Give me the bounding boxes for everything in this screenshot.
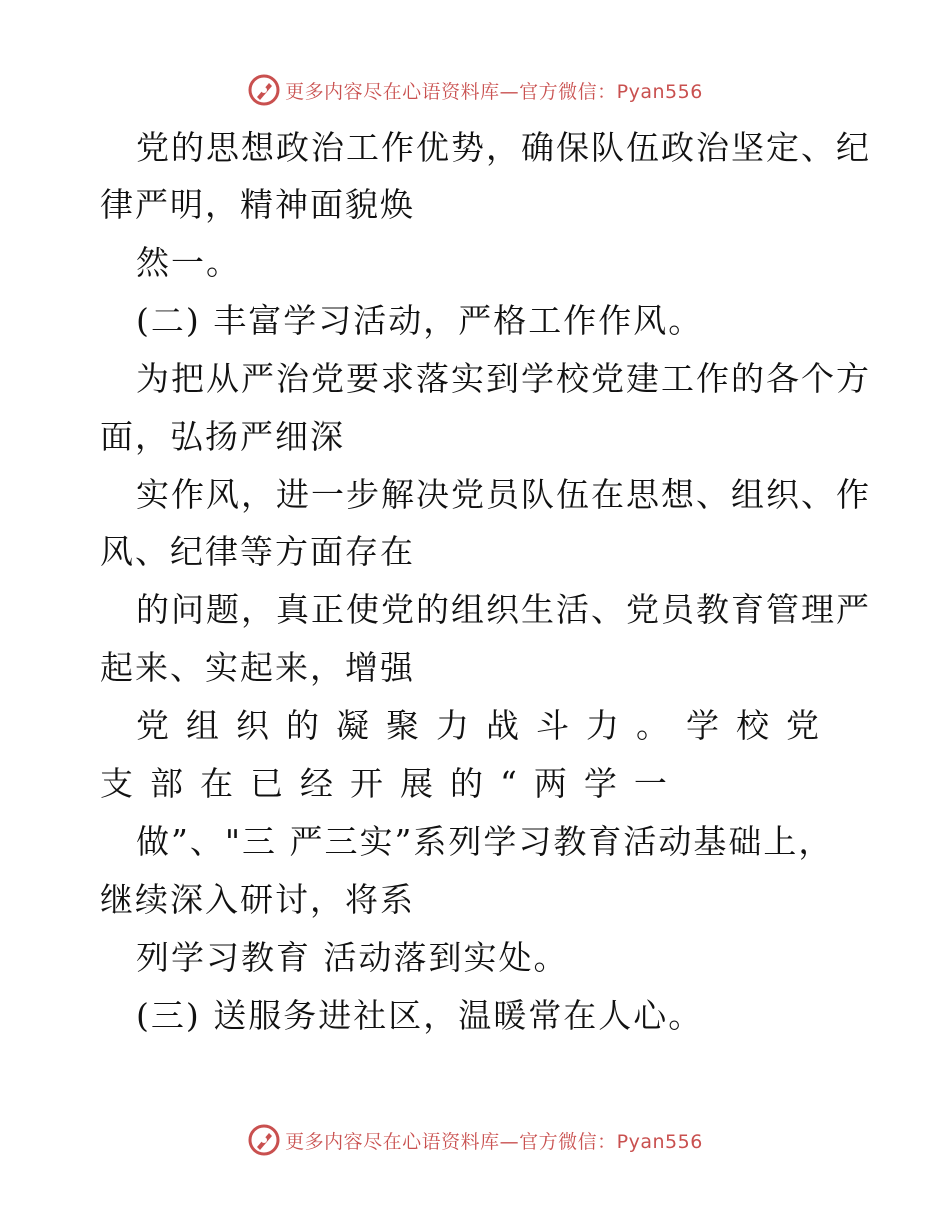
section-heading-2: (二) 丰富学习活动，严格工作作风。 (136, 301, 704, 340)
text-line-11: 党组织的凝聚力战斗力。学校党 (136, 706, 836, 745)
text-line-6: 面，弘扬严细深 (100, 417, 345, 456)
text-line-8: 风、纪律等方面存在 (100, 532, 415, 571)
header-banner-text: 更多内容尽在心语资料库—官方微信：Pyan556 (285, 80, 703, 103)
text-line-14: 继续深入研讨，将系 (100, 880, 415, 919)
text-line-7: 实作风，进一步解决党员队伍在思想、组织、作 (136, 475, 871, 514)
text-line-5: 为把从严治党要求落实到学校党建工作的各个方 (136, 359, 871, 398)
text-line-3: 然一。 (136, 243, 241, 282)
pen-nib-circle-icon (247, 1123, 281, 1157)
footer-banner-text: 更多内容尽在心语资料库—官方微信：Pyan556 (285, 1130, 703, 1153)
text-line-13: 做”、"三 严三实”系列学习教育活动基础上， (136, 822, 834, 861)
text-line-10: 起来、实起来，增强 (100, 648, 415, 687)
text-line-15: 列学习教育 活动落到实处。 (136, 938, 569, 977)
text-line-1: 党的思想政治工作优势，确保队伍政治坚定、纪 (136, 128, 871, 167)
text-line-12: 支部在已经开展的“两学一 (100, 764, 684, 803)
section-heading-3: (三) 送服务进社区，温暖常在人心。 (136, 996, 704, 1035)
text-line-9: 的问题，真正使党的组织生活、党员教育管理严 (136, 590, 871, 629)
text-line-2: 律严明，精神面貌焕 (100, 185, 415, 224)
footer-banner (0, 1120, 950, 1160)
